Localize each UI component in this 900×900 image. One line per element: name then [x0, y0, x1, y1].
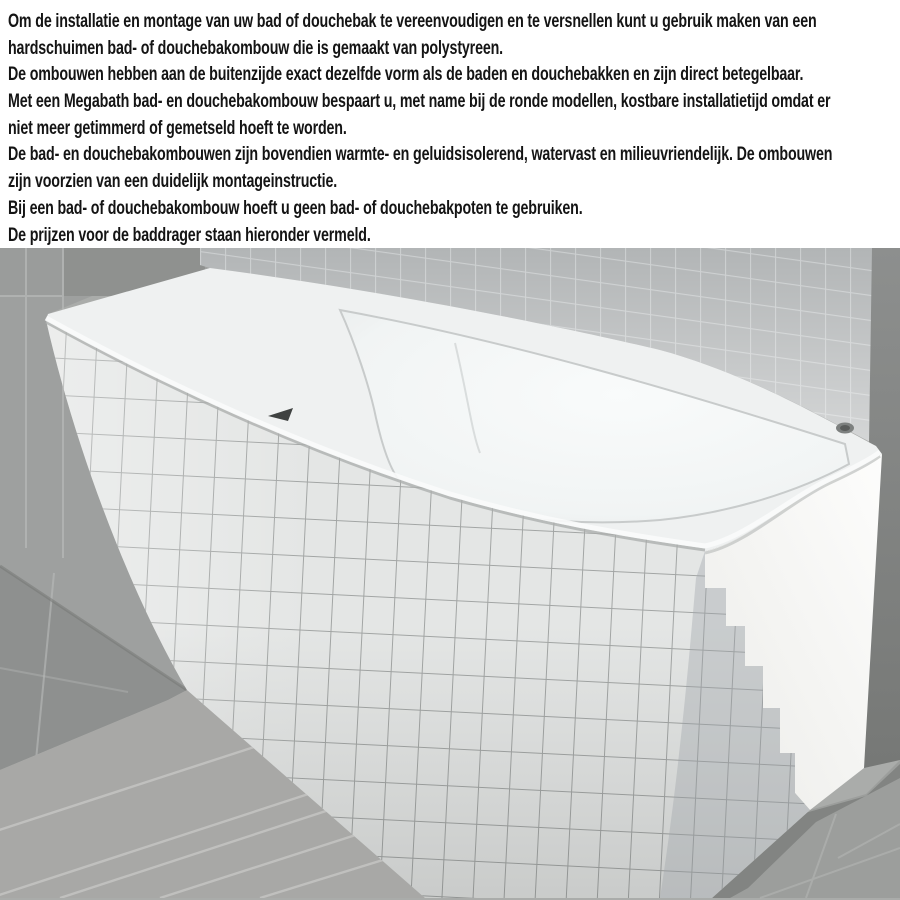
intro-line: De prijzen voor de baddrager staan hieronder vermeld. — [8, 224, 371, 246]
intro-line: Om de installatie en montage van uw bad of douchebak te vereenvoudigen en te versnellen kunt u gebruik maken van een — [8, 11, 817, 32]
intro-line: Met een Megabath bad- en douchebakombouw bespaart u, met name bij de ronde modellen, kostbare installatietijd omdat er — [8, 91, 831, 113]
intro-line: Bij een bad- of douchebakombouw hoeft u geen bad- of douchebakpoten te gebruiken. — [8, 197, 583, 219]
bathtub-surround-illustration — [0, 248, 900, 900]
intro-line: De ombouwen hebben aan de buitenzijde exact dezelfde vorm als de baden en douchebakken en zijn direct betegelbaar. — [8, 64, 804, 86]
intro-line: niet meer getimmerd of gemetseld hoeft te worden. — [8, 117, 347, 139]
intro-line: De bad- en douchebakombouwen zijn bovendien warmte- en geluidsisolerend, watervast en milieuvriendelijk. De ombouwen — [8, 144, 833, 166]
product-photo — [0, 248, 900, 900]
intro-line: zijn voorzien van een duidelijk montageinstructie. — [8, 171, 338, 193]
intro-line: hardschuimen bad- of douchebakombouw die is gemaakt van polystyreen. — [8, 37, 503, 59]
overflow-hole-center — [840, 425, 850, 431]
intro-paragraph — [8, 9, 900, 249]
